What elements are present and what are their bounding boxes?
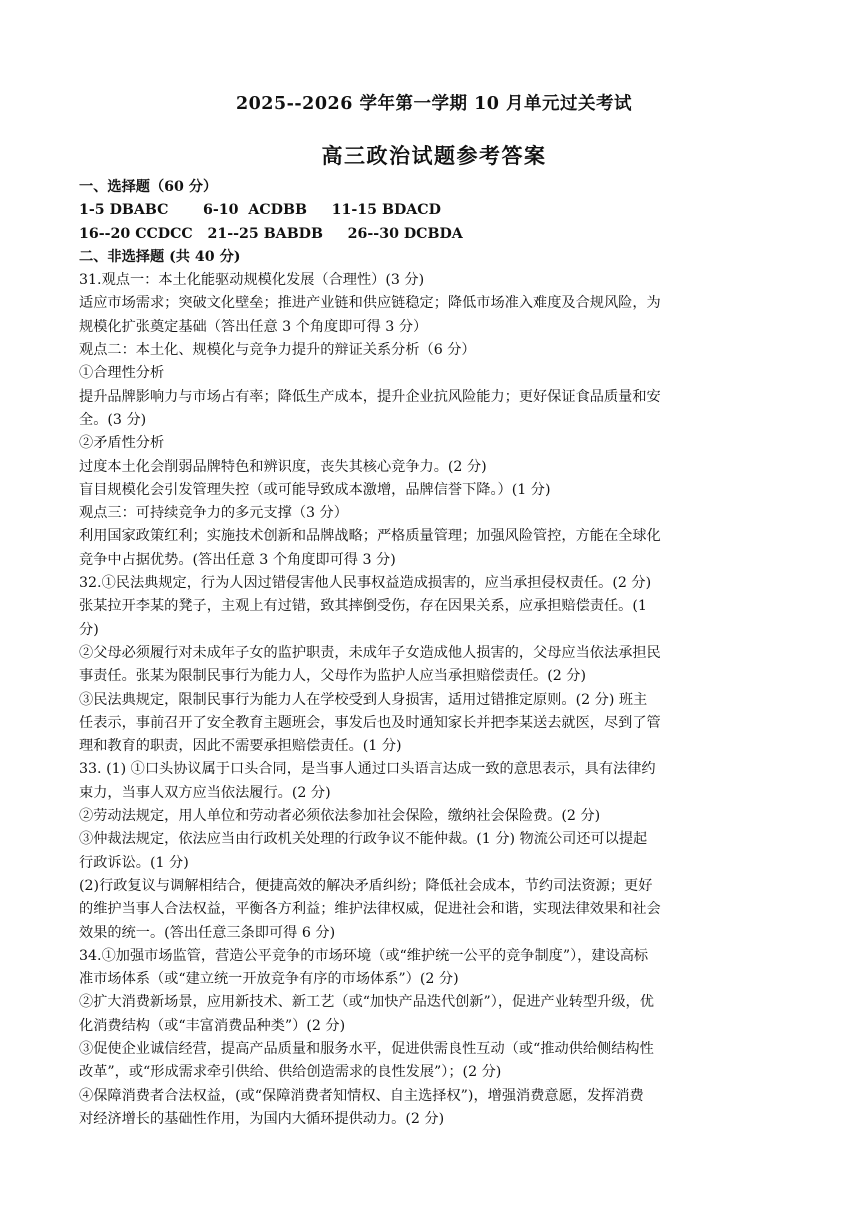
answer-line: 事责任。张某为限制民事行为能力人，父母作为监护人应当承担赔偿责任。(2 分) xyxy=(79,668,586,685)
answer-line: ②扩大消费新场景，应用新技术、新工艺（或“加快产品迭代创新”），促进产业转型升级，优 xyxy=(79,994,654,1011)
answer-line: 化消费结构（或“丰富消费品种类”）(2 分) xyxy=(79,1017,346,1034)
mc-answers-row-1: 1-5 DBABC 6-10 ACDBB 11-15 BDACD xyxy=(79,202,441,219)
answer-line: ③仲裁法规定，依法应当由行政机关处理的行政争议不能仲裁。(1 分) 物流公司还可以提起 xyxy=(79,831,648,848)
answer-line: ②劳动法规定，用人单位和劳动者必须依法参加社会保险，缴纳社会保险费。(2 分) xyxy=(79,808,601,825)
answer-line: 适应市场需求；突破文化壁垒；推进产业链和供应链稳定；降低市场准入难度及合规风险，为 xyxy=(79,295,661,312)
answer-line: 31.观点一：本土化能驱动规模化发展（合理性）(3 分) xyxy=(79,272,425,289)
answer-line: 提升品牌影响力与市场占有率；降低生产成本，提升企业抗风险能力；更好保证食品质量和安 xyxy=(79,388,661,405)
answer-body xyxy=(79,176,787,1131)
answer-line: 任表示，事前召开了安全教育主题班会，事发后也及时通知家长并把李某送去就医，尽到了管 xyxy=(79,714,661,731)
exam-title: 2025--2026 学年第一学期 10 月单元过关考试 xyxy=(235,94,633,114)
answer-line: 观点二：本土化、规模化与竞争力提升的辩证关系分析（6 分） xyxy=(79,342,476,359)
answer-line: 竞争中占据优势。(答出任意 3 个角度即可得 3 分) xyxy=(79,551,396,568)
answer-line: 利用国家政策红利；实施技术创新和品牌战略；严格质量管理；加强风险管控，方能在全球化 xyxy=(79,528,661,545)
answer-line: 33. (1) ①口头协议属于口头合同，是当事人通过口头语言达成一致的意思表示，具有法律约 xyxy=(79,761,656,778)
section-heading-multiple-choice: 一、选择题（60 分） xyxy=(79,179,218,195)
answer-line: 束力，当事人双方应当依法履行。(2 分) xyxy=(79,784,331,801)
answer-line: 理和教育的职责，因此不需要承担赔偿责任。(1 分) xyxy=(79,738,402,755)
answer-line: 过度本土化会削弱品牌特色和辨识度，丧失其核心竞争力。(2 分) xyxy=(79,458,487,475)
answer-line: ②父母必须履行对未成年子女的监护职责，未成年子女造成他人损害的，父母应当依法承担民 xyxy=(79,644,661,661)
answer-line: 盲目规模化会引发管理失控（或可能导致成本激增，品牌信誉下降。）(1 分) xyxy=(79,481,551,498)
answer-line: 对经济增长的基础性作用，为国内大循环提供动力。(2 分) xyxy=(79,1110,445,1127)
answer-line: 张某拉开李某的凳子，主观上有过错，致其摔倒受伤，存在因果关系，应承担赔偿责任。(1 xyxy=(79,598,647,615)
answer-line: 准市场体系（或“建立统一开放竞争有序的市场体系”）(2 分) xyxy=(79,971,459,988)
section-heading-open-questions: 二、非选择题 (共 40 分) xyxy=(79,248,241,265)
answer-line: 改革”，或“形成需求牵引供给、供给创造需求的良性发展”）；(2 分) xyxy=(79,1064,502,1081)
answer-line: (2)行政复议与调解相结合，便捷高效的解决矛盾纠纷；降低社会成本，节约司法资源；更好 xyxy=(79,877,653,894)
answer-line: 全。(3 分) xyxy=(79,411,147,428)
answer-line: ④保障消费者合法权益，(或“保障消费者知情权、自主选择权”)，增强消费意愿，发挥消费 xyxy=(79,1087,644,1104)
answer-line: 观点三：可持续竞争力的多元支撑（3 分） xyxy=(79,505,348,522)
answer-line: 分) xyxy=(79,621,99,638)
answer-line: 34.①加强市场监管，营造公平竞争的市场环境（或“维护统一公平的竞争制度”），建设高标 xyxy=(79,947,649,964)
answer-line: 32.①民法典规定，行为人因过错侵害他人民事权益造成损害的，应当承担侵权责任。(2 分) xyxy=(79,575,652,592)
mc-answers-row-2: 16--20 CCDCC 21--25 BABDB 26--30 DCBDA xyxy=(79,225,463,242)
answer-line: 行政诉讼。(1 分) xyxy=(79,854,189,871)
answer-line: 效果的统一。(答出任意三条即可得 6 分) xyxy=(79,924,336,941)
answer-line: ①合理性分析 xyxy=(79,365,165,382)
document-subtitle: 高三政治试题参考答案 xyxy=(321,143,547,168)
answer-line: ②矛盾性分析 xyxy=(79,435,165,452)
answer-line: ③促使企业诚信经营，提高产品质量和服务水平，促进供需良性互动（或“推动供给侧结构性 xyxy=(79,1040,654,1057)
answer-line: 规模化扩张奠定基础（答出任意 3 个角度即可得 3 分） xyxy=(79,318,428,335)
answer-line: 的维护当事人合法权益，平衡各方利益；维护法律权威，促进社会和谐，实现法律效果和社会 xyxy=(79,901,661,918)
answer-line: ③民法典规定，限制民事行为能力人在学校受到人身损害，适用过错推定原则。(2 分) 班主 xyxy=(79,691,648,708)
